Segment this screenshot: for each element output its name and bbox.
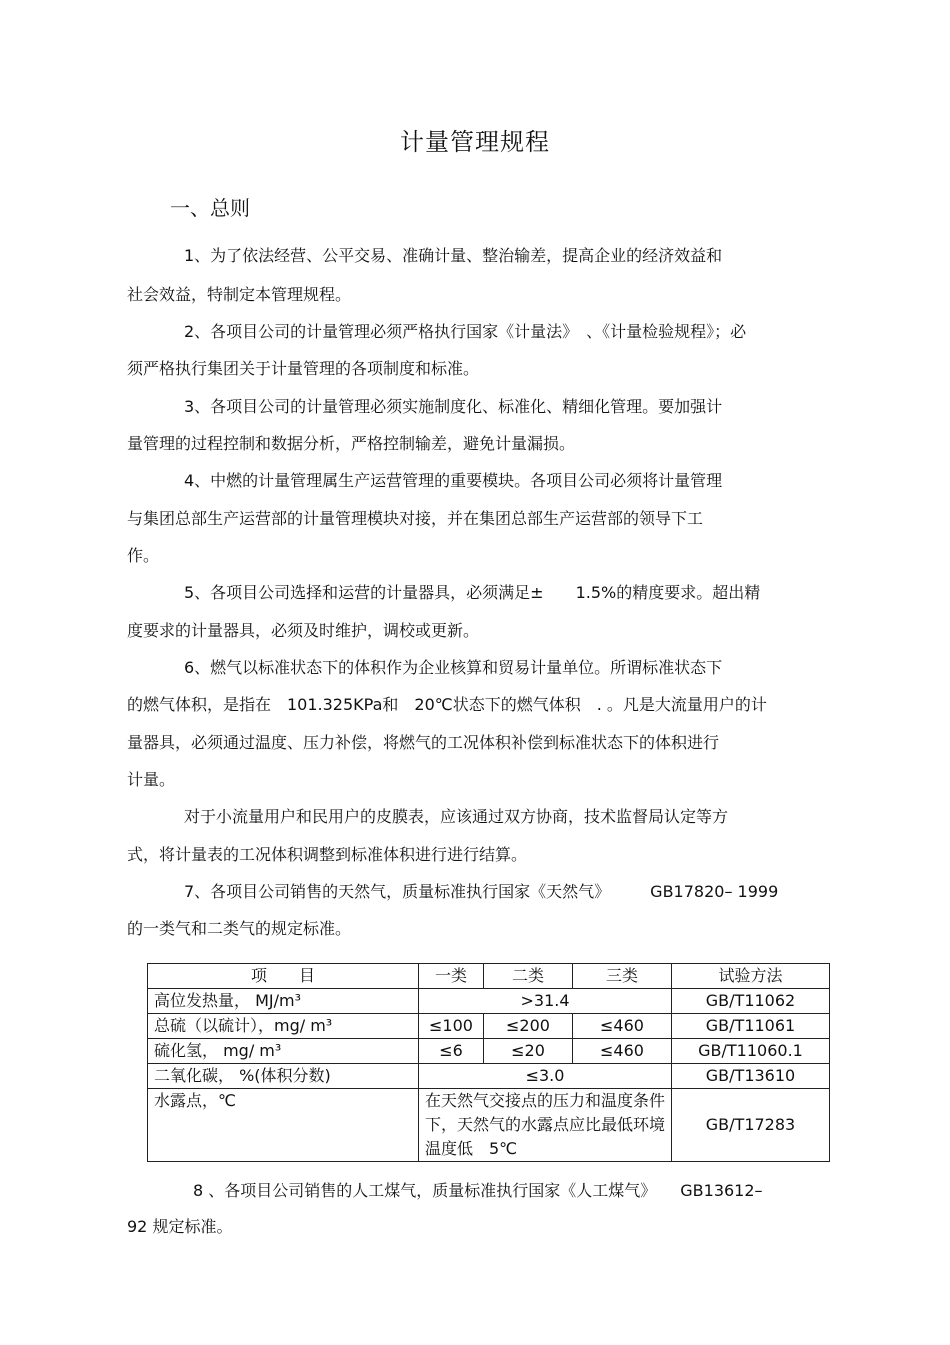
paragraph-line: 92 规定标准。 bbox=[127, 1217, 233, 1236]
table-cell-item: 高位发热量， MJ/m³ bbox=[148, 989, 419, 1014]
table-row bbox=[148, 1014, 830, 1039]
paragraph-line: 度要求的计量器具，必须及时维护，调校或更新。 bbox=[127, 621, 480, 640]
table-cell-value: ≤100 bbox=[419, 1014, 484, 1039]
table-cell-item: 二氧化碳， %(体积分数) bbox=[148, 1064, 419, 1089]
table-header: 试验方法 bbox=[672, 964, 830, 989]
paragraph-line: 计量。 bbox=[127, 770, 176, 789]
paragraph-line: 量管理的过程控制和数据分析，严格控制输差，避免计量漏损。 bbox=[127, 434, 576, 453]
table-cell-method: GB/T11060.1 bbox=[672, 1039, 830, 1064]
section-heading: 一、总则 bbox=[170, 196, 250, 220]
paragraph-line: 6、燃气以标准状态下的体积作为企业核算和贸易计量单位。所谓标准状态下 bbox=[184, 658, 723, 677]
table-cell-method: GB/T13610 bbox=[672, 1064, 830, 1089]
paragraph-line: 5、各项目公司选择和运营的计量器具，必须满足± 1.5%的精度要求。超出精 bbox=[184, 583, 761, 602]
table-header: 三类 bbox=[573, 964, 672, 989]
table-cell-method: GB/T17283 bbox=[672, 1089, 830, 1162]
table-cell-value: ≤20 bbox=[484, 1039, 573, 1064]
paragraph-line: 4、中燃的计量管理属生产运营管理的重要模块。各项目公司必须将计量管理 bbox=[184, 471, 723, 490]
paragraph-line: 2、各项目公司的计量管理必须严格执行国家《计量法》 、《计量检验规程》；必 bbox=[184, 322, 747, 341]
table-cell-value: ≤3.0 bbox=[419, 1064, 672, 1089]
paragraph-line: 与集团总部生产运营部的计量管理模块对接，并在集团总部生产运营部的领导下工 bbox=[127, 509, 704, 528]
table-cell-item: 水露点，℃ bbox=[148, 1089, 419, 1162]
table-cell-value: ≤460 bbox=[573, 1014, 672, 1039]
table-cell-item: 总硫（以硫计），mg/ m³ bbox=[148, 1014, 419, 1039]
paragraph-line: 式，将计量表的工况体积调整到标准体积进行进行结算。 bbox=[127, 845, 528, 864]
table-header: 一类 bbox=[419, 964, 484, 989]
table-header: 二类 bbox=[484, 964, 573, 989]
table-cell-value: ≤460 bbox=[573, 1039, 672, 1064]
paragraph-line: 须严格执行集团关于计量管理的各项制度和标准。 bbox=[127, 359, 480, 378]
paragraph-line: 的燃气体积，是指在 101.325KPa和 20℃状态下的燃气体积 . 。凡是大流量用户的计 bbox=[127, 695, 767, 714]
table-row bbox=[148, 989, 830, 1014]
table-cell-value: ≤200 bbox=[484, 1014, 573, 1039]
gas-quality-table bbox=[147, 963, 830, 1162]
table-cell-method: GB/T11062 bbox=[672, 989, 830, 1014]
table-row bbox=[148, 1089, 830, 1162]
paragraph-line: 对于小流量用户和民用户的皮膜表，应该通过双方协商，技术监督局认定等方 bbox=[184, 807, 729, 826]
table-row bbox=[148, 1039, 830, 1064]
table-cell-method: GB/T11061 bbox=[672, 1014, 830, 1039]
paragraph-line: 社会效益，特制定本管理规程。 bbox=[127, 285, 352, 304]
paragraph-line: 1、为了依法经营、公平交易、准确计量、整治输差，提高企业的经济效益和 bbox=[184, 246, 723, 265]
table-cell-value: ≤6 bbox=[419, 1039, 484, 1064]
table-cell-item: 硫化氢， mg/ m³ bbox=[148, 1039, 419, 1064]
paragraph-line: 7、各项目公司销售的天然气，质量标准执行国家《天然气》 GB17820– 1999 bbox=[184, 882, 779, 901]
paragraph-line: 作。 bbox=[127, 546, 160, 565]
document-title: 计量管理规程 bbox=[400, 128, 550, 156]
table-cell-value: >31.4 bbox=[419, 989, 672, 1014]
paragraph-line: 8 、各项目公司销售的人工煤气，质量标准执行国家《人工煤气》 GB13612– bbox=[193, 1181, 763, 1200]
table-header-row bbox=[148, 964, 830, 989]
paragraph-line: 量器具，必须通过温度、压力补偿，将燃气的工况体积补偿到标准状态下的体积进行 bbox=[127, 733, 720, 752]
table-cell-value: 在天然气交接点的压力和温度条件下，天然气的水露点应比最低环境温度低 5℃ bbox=[419, 1089, 672, 1162]
paragraph-line: 的一类气和二类气的规定标准。 bbox=[127, 919, 352, 938]
table-row bbox=[148, 1064, 830, 1089]
table-header: 项 目 bbox=[148, 964, 419, 989]
paragraph-line: 3、各项目公司的计量管理必须实施制度化、标准化、精细化管理。要加强计 bbox=[184, 397, 723, 416]
